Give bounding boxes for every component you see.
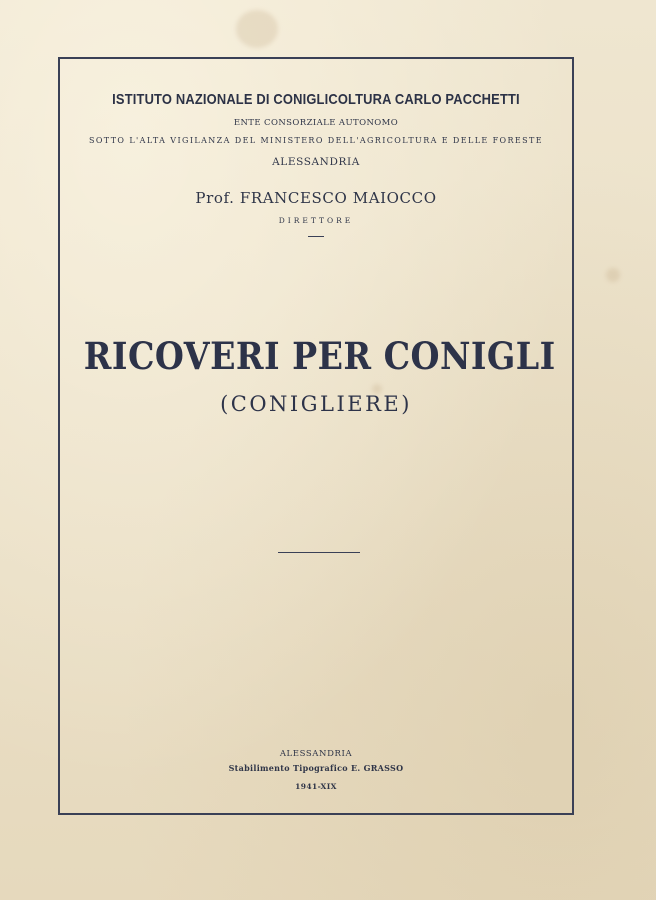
book-subtitle: (CONIGLIERE) <box>220 392 412 416</box>
director-role: DIRETTORE <box>278 216 354 225</box>
imprint-city: ALESSANDRIA <box>279 749 353 759</box>
imprint-year: 1941-XIX <box>295 782 337 791</box>
header-city: ALESSANDRIA <box>272 156 360 168</box>
director-name: Prof. FRANCESCO MAIOCCO <box>195 189 437 207</box>
paper-stain <box>236 10 278 48</box>
vigilanza-line: SOTTO L'ALTA VIGILANZA DEL MINISTERO DELL'AGRICOLTURA E DELLE FORESTE <box>88 136 544 145</box>
cover-border-frame <box>58 57 574 815</box>
imprint-printer: Stabilimento Tipografico E. GRASSO <box>228 763 404 773</box>
book-title: RICOVERI PER CONIGLI <box>83 334 556 378</box>
paper-stain <box>606 268 620 282</box>
ente-line: ENTE CONSORZIALE AUTONOMO <box>233 118 399 128</box>
header-divider <box>308 236 324 237</box>
institute-name: ISTITUTO NAZIONALE DI CONIGLICOLTURA CARLO PACCHETTI <box>112 91 520 108</box>
title-divider <box>278 552 360 553</box>
